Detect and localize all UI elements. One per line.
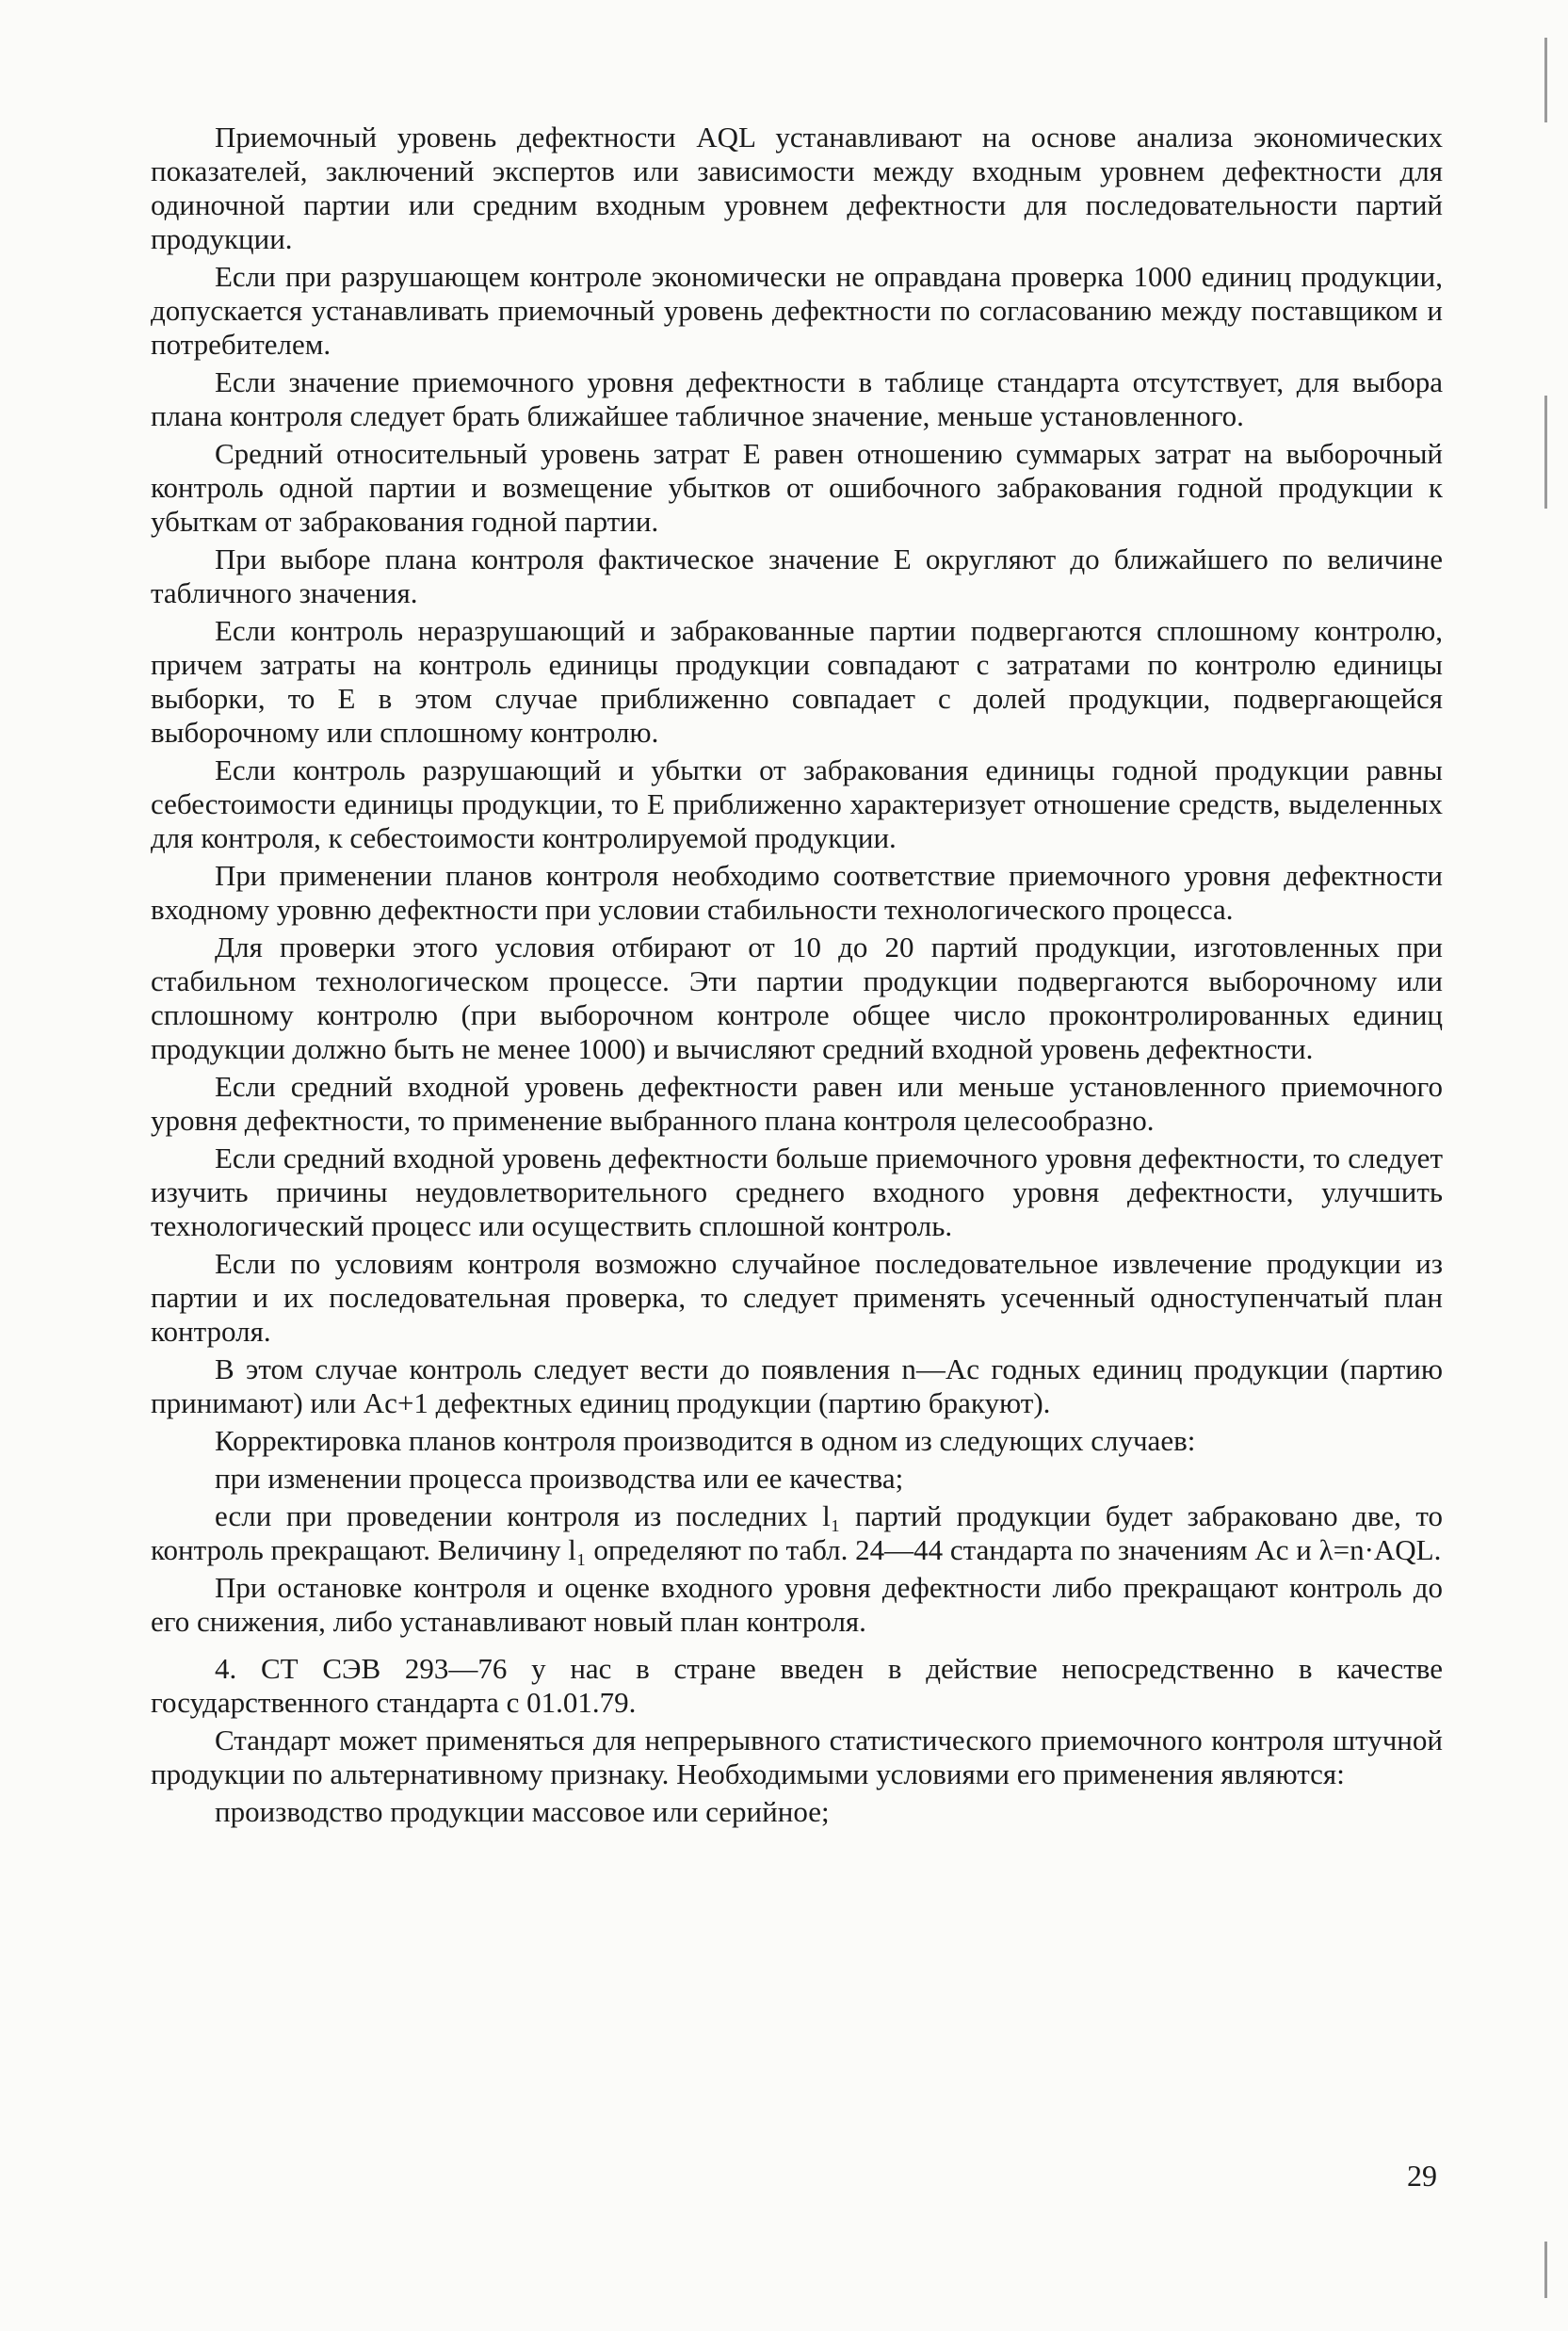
paragraph-rounding: При выборе плана контроля фактическое значение E округляют до ближайшего по величине табличного значения. [151,542,1443,609]
paragraph-cost-level: Средний относительный уровень затрат E равен отношению суммарых затрат на выборочный контроль одной партии и возмещение убытков от ошибочного забракования годной продукции к убыткам от забракования годной партии. [151,437,1443,538]
paragraph-standard-scope: Стандарт может применяться для непрерывного статистического приемочного контроля штучной продукции по альтернативному признаку. Необходимыми условиями его применения являются: [151,1724,1443,1790]
paragraph-destructive-testing: Если при разрушающем контроле экономически не оправдана проверка 1000 единиц продукции, допускается устанавливать приемочный уровень дефектности по согласованию между поставщиком и потребителем. [151,260,1443,361]
paragraph-verification: Для проверки этого условия отбирают от 10 до 20 партий продукции, изготовленных при стабильном технологическом процессе. Эти партии продукции подвергаются выборочному или сплошному контролю (при выборочном контроле общее число проконтролированных единиц продукции должно быть не менее 1000) и вычисляют средний входной уровень дефектности. [151,931,1443,1065]
paragraph-destructive-losses: Если контроль разрушающий и убытки от забракования единицы годной продукции равны себестоимости единицы продукции, то E приближенно характеризует отношение средств, выделенных для контроля, к себестоимости контролируемой продукции. [151,753,1443,854]
paragraph-nondestructive: Если контроль неразрушающий и забракованные партии подвергаются сплошному контролю, причем затраты на контроль единицы продукции совпадают с затратами по контролю единицы выборки, то E в этом случае приближенно совпадает с долей продукции, подвергающейся выборочному или сплошному контролю. [151,614,1443,749]
paragraph-process-change: при изменении процесса производства или ее качества; [215,1462,904,1495]
paragraph-aql-definition: Приемочный уровень дефектности AQL устанавливают на основе анализа экономических показателей, заключений экспертов или зависимости между входным уровнем дефектности для одиночной партии или средним входным уровнем дефектности для последовательности партий продукции. [151,121,1443,255]
scan-edge-mark [1544,2242,1547,2298]
paragraph-stop-control: При остановке контроля и оценке входного уровня дефектности либо прекращают контроль до его снижения, либо устанавливают новый план контроля. [151,1571,1443,1638]
page-number: 29 [1407,2159,1437,2193]
paragraph-process-stability: При применении планов контроля необходимо соответствие приемочного уровня дефектности входному уровню дефектности при условии стабильности технологического процесса. [151,859,1443,926]
paragraph-mass-production: производство продукции массовое или серийное; [215,1795,830,1828]
paragraph-expedient-plan: Если средний входной уровень дефектности равен или меньше установленного приемочного уровня дефектности, то применение выбранного плана контроля целесообразно. [151,1070,1443,1137]
paragraph-plan-correction: Корректировка планов контроля производится в одном из следующих случаев: [215,1424,1196,1457]
page-body [151,121,1443,1833]
paragraph-rejection-rule: если при проведении контроля из последних l₁ партий продукции будет забраковано две, то контроль прекращают. Величину l₁ определяют по табл. 24—44 стандарта по значениям Ac и λ=n·AQL. [151,1499,1443,1566]
scan-edge-mark [1544,396,1547,509]
paragraph-sequential-extraction: Если по условиям контроля возможно случайное последовательное извлечение продукции из партии и их последовательная проверка, то следует применять усеченный одноступенчатый план контроля. [151,1247,1443,1348]
paragraph-unsatisfactory-level: Если средний входной уровень дефектности больше приемочного уровня дефектности, то следует изучить причины неудовлетворительного среднего входного уровня дефектности, улучшить технологический процесс или осуществить сплошной контроль. [151,1141,1443,1242]
paragraph-section-4: 4. СТ СЭВ 293—76 у нас в стране введен в действие непосредственно в качестве государственного стандарта с 01.01.79. [151,1652,1443,1719]
scan-edge-mark [1544,38,1547,122]
paragraph-missing-table-value: Если значение приемочного уровня дефектности в таблице стандарта отсутствует, для выбора плана контроля следует брать ближайшее табличное значение, меньше установленного. [151,365,1443,432]
paragraph-truncated-plan: В этом случае контроль следует вести до появления n—Ac годных единиц продукции (партию принимают) или Ac+1 дефектных единиц продукции (партию бракуют). [151,1352,1443,1419]
